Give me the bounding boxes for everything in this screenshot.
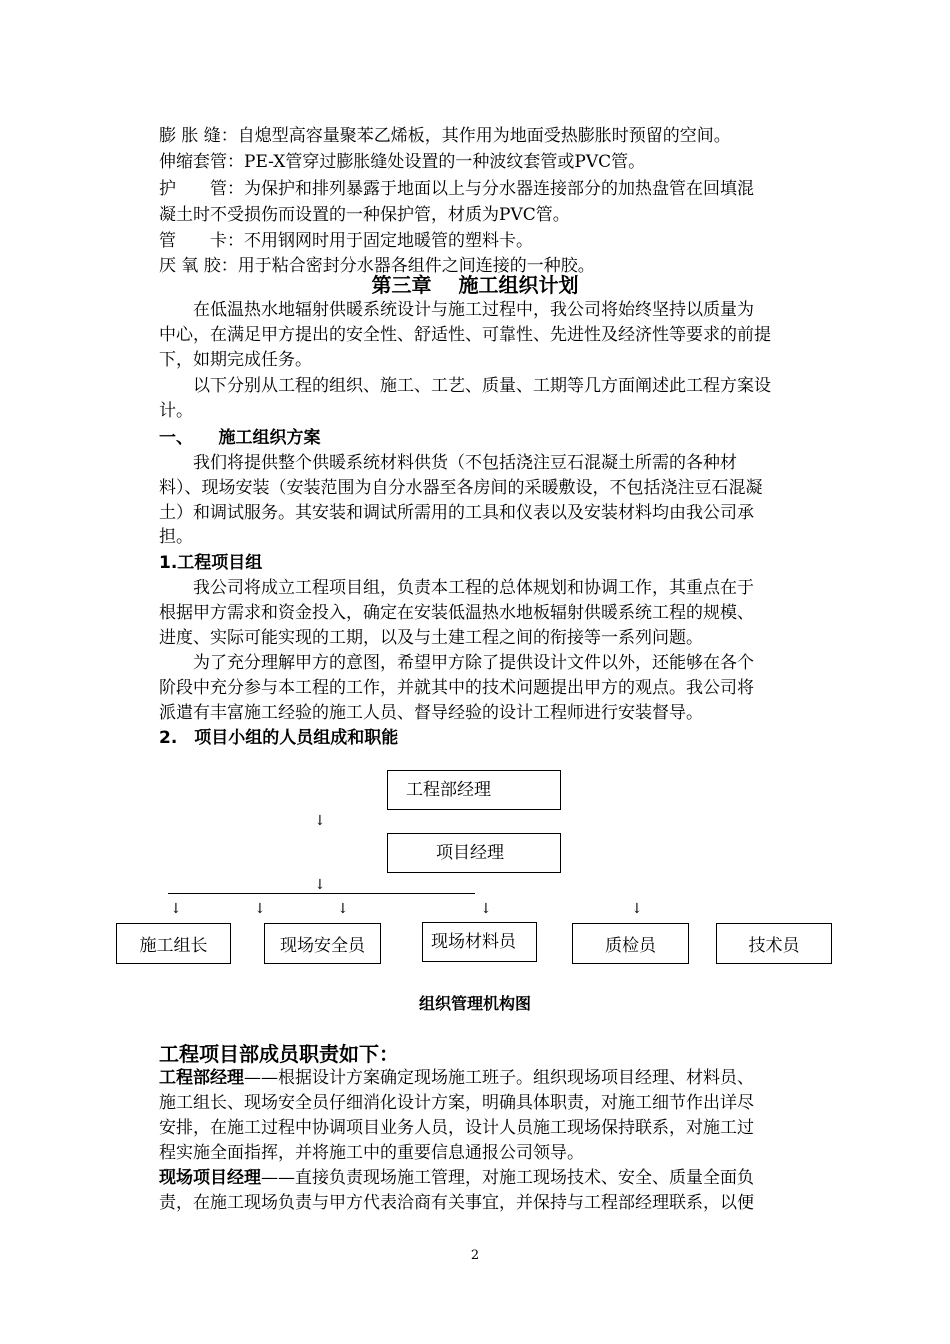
duty-line: 安排，在施工过程中协调项目业务人员，设计人员施工现场保持联系，对施工过 bbox=[159, 1118, 754, 1138]
term-sleeve: 伸缩套管：PE-X管穿过膨胀缝处设置的一种波纹套管或PVC管。 bbox=[159, 152, 646, 172]
duty-line: 程实施全面指挥，并将施工中的重要信息通报公司领导。 bbox=[159, 1143, 584, 1163]
subsection-body-line: 为了充分理解甲方的意图，希望甲方除了提供设计文件以外，还能够在各个 bbox=[159, 653, 754, 673]
duty-line: 责，在施工现场负责与甲方代表洽商有关事宜，并保持与工程部经理联系，以便 bbox=[159, 1193, 754, 1213]
org-box-materials-officer: 现场材料员 bbox=[422, 922, 537, 962]
arrow-down-icon: ↓ bbox=[631, 901, 643, 917]
duty-text: ——根据设计方案确定现场施工班子。组织现场项目经理、材料员、 bbox=[244, 1068, 754, 1088]
arrow-down-icon: ↓ bbox=[480, 901, 492, 917]
subsection-body-line: 根据甲方需求和资金投入，确定在安装低温热水地板辐射供暖系统工程的规模、 bbox=[159, 603, 754, 623]
term-protective-pipe: 护 管：为保护和排列暴露于地面以上与分水器连接部分的加热盘管在回填混 bbox=[159, 179, 754, 199]
arrow-down-icon: ↓ bbox=[170, 901, 182, 917]
duty-line bbox=[159, 1066, 754, 1090]
term-pipe-clip: 管 卡：不用钢网时用于固定地暖管的塑料卡。 bbox=[159, 231, 533, 251]
subsection-body-line: 我公司将成立工程项目组，负责本工程的总体规划和协调工作，其重点在于 bbox=[159, 578, 754, 598]
org-box-project-manager: 项目经理 bbox=[387, 833, 561, 873]
page-number: 2 bbox=[470, 1248, 480, 1263]
intro-line: 在低温热水地辐射供暖系统设计与施工过程中，我公司将始终坚持以质量为 bbox=[159, 300, 754, 320]
org-connector-line bbox=[168, 893, 475, 894]
intro-line: 下，如期完成任务。 bbox=[159, 350, 312, 370]
chapter-title: 第三章 施工组织计划 bbox=[371, 273, 579, 297]
org-box-technician: 技术员 bbox=[716, 923, 832, 964]
arrow-down-icon: ↓ bbox=[314, 877, 326, 893]
section-body-line: 担。 bbox=[159, 527, 193, 547]
org-box-safety-officer: 现场安全员 bbox=[264, 923, 381, 964]
term-anaerobic-glue: 厌 氧 胶：用于粘合密封分水器各组件之间连接的一种胶。 bbox=[159, 256, 595, 276]
duties-title: 工程项目部成员职责如下： bbox=[159, 1042, 399, 1066]
subsection-title: 2. 项目小组的人员组成和职能 bbox=[159, 728, 399, 748]
duty-line: 施工组长、现场安全员仔细消化设计方案，明确具体职责，对施工细节作出详尽 bbox=[159, 1093, 754, 1113]
org-box-construction-leader: 施工组长 bbox=[116, 923, 231, 964]
arrow-down-icon: ↓ bbox=[254, 901, 266, 917]
arrow-down-icon: ↓ bbox=[314, 813, 326, 829]
term-protective-pipe-cont: 凝土时不受损伤而设置的一种保护管，材质为PVC管。 bbox=[159, 205, 570, 225]
duty-role: 现场项目经理 bbox=[159, 1168, 261, 1188]
duty-text: ——直接负责现场施工管理，对施工现场技术、安全、质量全面负 bbox=[261, 1168, 754, 1188]
duty-line bbox=[159, 1166, 754, 1190]
section-body-line: 我们将提供整个供暖系统材料供货（不包括浇注豆石混凝土所需的各种材 bbox=[159, 453, 737, 473]
org-box-quality-inspector: 质检员 bbox=[572, 923, 689, 964]
section-body-line: 料）、现场安装（安装范围为自分水器至各房间的采暖敷设，不包括浇注豆石混凝 bbox=[159, 478, 763, 498]
subsection-body-line: 进度、实际可能实现的工期，以及与土建工程之间的衔接等一系列问题。 bbox=[159, 628, 703, 648]
org-box-department-manager: 工程部经理 bbox=[387, 770, 561, 810]
section-body-line: 土）和调试服务。其安装和调试所需用的工具和仪表以及安装材料均由我公司承 bbox=[159, 503, 754, 523]
section-title: 一、 施工组织方案 bbox=[159, 428, 321, 448]
term-expansion-joint: 膨 胀 缝：自熄型高容量聚苯乙烯板，其作用为地面受热膨胀时预留的空间。 bbox=[159, 126, 731, 146]
intro-line: 计。 bbox=[159, 401, 193, 421]
subsection-body-line: 派遣有丰富施工经验的施工人员、督导经验的设计工程师进行安装督导。 bbox=[159, 703, 703, 723]
intro-line: 以下分别从工程的组织、施工、工艺、质量、工期等几方面阐述此工程方案设 bbox=[159, 376, 771, 396]
subsection-title: 1.工程项目组 bbox=[159, 553, 263, 573]
subsection-body-line: 阶段中充分参与本工程的工作，并就其中的技术问题提出甲方的观点。我公司将 bbox=[159, 678, 754, 698]
intro-line: 中心，在满足甲方提出的安全性、舒适性、可靠性、先进性及经济性等要求的前提 bbox=[159, 325, 771, 345]
org-chart-caption: 组织管理机构图 bbox=[418, 994, 531, 1013]
arrow-down-icon: ↓ bbox=[337, 901, 349, 917]
duty-role: 工程部经理 bbox=[159, 1068, 244, 1088]
